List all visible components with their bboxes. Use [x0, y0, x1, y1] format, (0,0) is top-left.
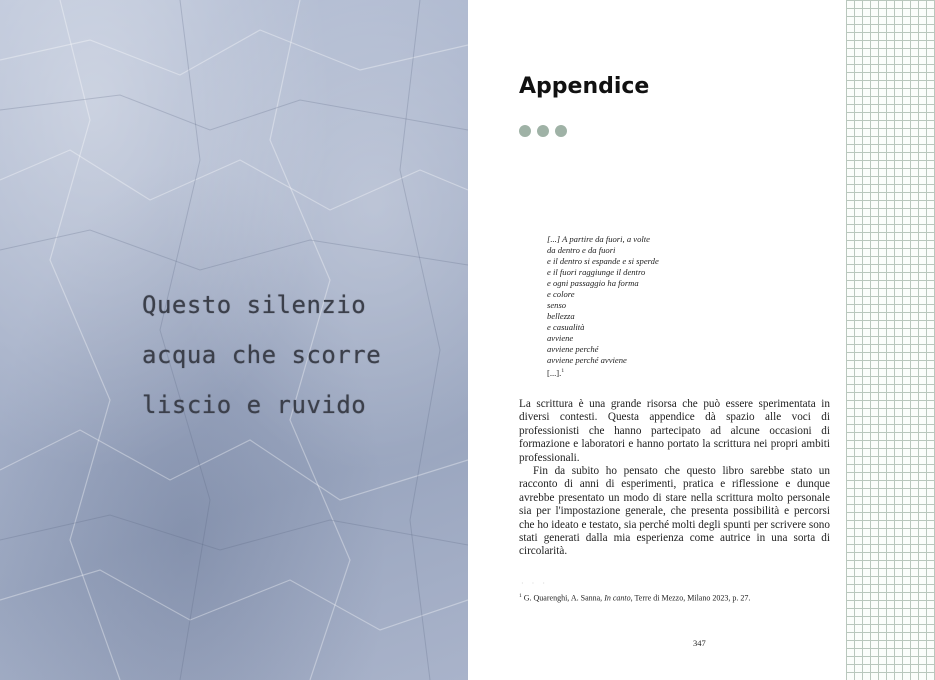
typed-line: Questo silenzio [142, 291, 367, 319]
poem-line: avviene [547, 333, 574, 343]
dot-icon [519, 125, 531, 137]
paragraph: La scrittura è una grande risorsa che può essere sperimentata in diversi contesti. Questa appendice dà spazio alle voci di professionisti che hanno partecipato ad alcune occasioni di formazione e laboratori e hanno portato la scrittura nei propri ambiti professionali. [519, 398, 830, 464]
body-text [519, 398, 830, 559]
page-title: Appendice [519, 74, 650, 99]
poem-line: da dentro e da fuori [547, 245, 616, 255]
poem-line: avviene perché [547, 344, 599, 354]
paragraph: Fin da subito ho pensato che questo libro sarebbe stato un racconto di anni di esperimenti, pratica e riflessione e dunque avrebbe presentato un modo di stare nella scrittura molto personale sia per l'impostazione generale, che presenta possibilità e percorsi che ho ideato e testato, sia perché molti degli spunti per scrivere sono stati generati dalla mia esperienza come autrice in una sorta di circolarità. [519, 465, 830, 558]
typewritten-text [142, 280, 381, 430]
decorative-dots [519, 124, 573, 142]
poem-line: bellezza [547, 311, 575, 321]
typed-line: acqua che scorre [142, 341, 382, 369]
footnote-title: In canto [604, 593, 631, 603]
footnote-separator: · · · [521, 579, 548, 588]
dot-icon [555, 125, 567, 137]
dot-icon [537, 125, 549, 137]
poem-line: e casualità [547, 322, 585, 332]
poem-line: e ogni passaggio ha forma [547, 278, 639, 288]
typed-line: liscio e ruvido [142, 391, 367, 419]
poem-line: e il dentro si espande e si sperde [547, 256, 659, 266]
poem-line: avviene perché avviene [547, 355, 627, 365]
page-number: 347 [693, 638, 706, 648]
poem-line: [...] A partire da fuori, a volte [547, 234, 650, 244]
footnote-marker: 1 [561, 368, 565, 374]
poem-line-end [547, 366, 659, 379]
footnote-publication: , Terre di Mezzo, Milano 2023, p. 27. [630, 593, 751, 603]
footnote-authors: G. Quarenghi, A. Sanna, [523, 593, 603, 603]
epigraph-poem [547, 234, 659, 379]
poem-line: e il fuori raggiunge il dentro [547, 267, 646, 277]
footnote-number: 1 [519, 593, 522, 599]
footnote [519, 593, 750, 603]
poem-line: e colore [547, 289, 575, 299]
poem-line: [...]. [547, 367, 562, 378]
grid-margin [846, 0, 935, 680]
poem-line: senso [547, 300, 567, 310]
